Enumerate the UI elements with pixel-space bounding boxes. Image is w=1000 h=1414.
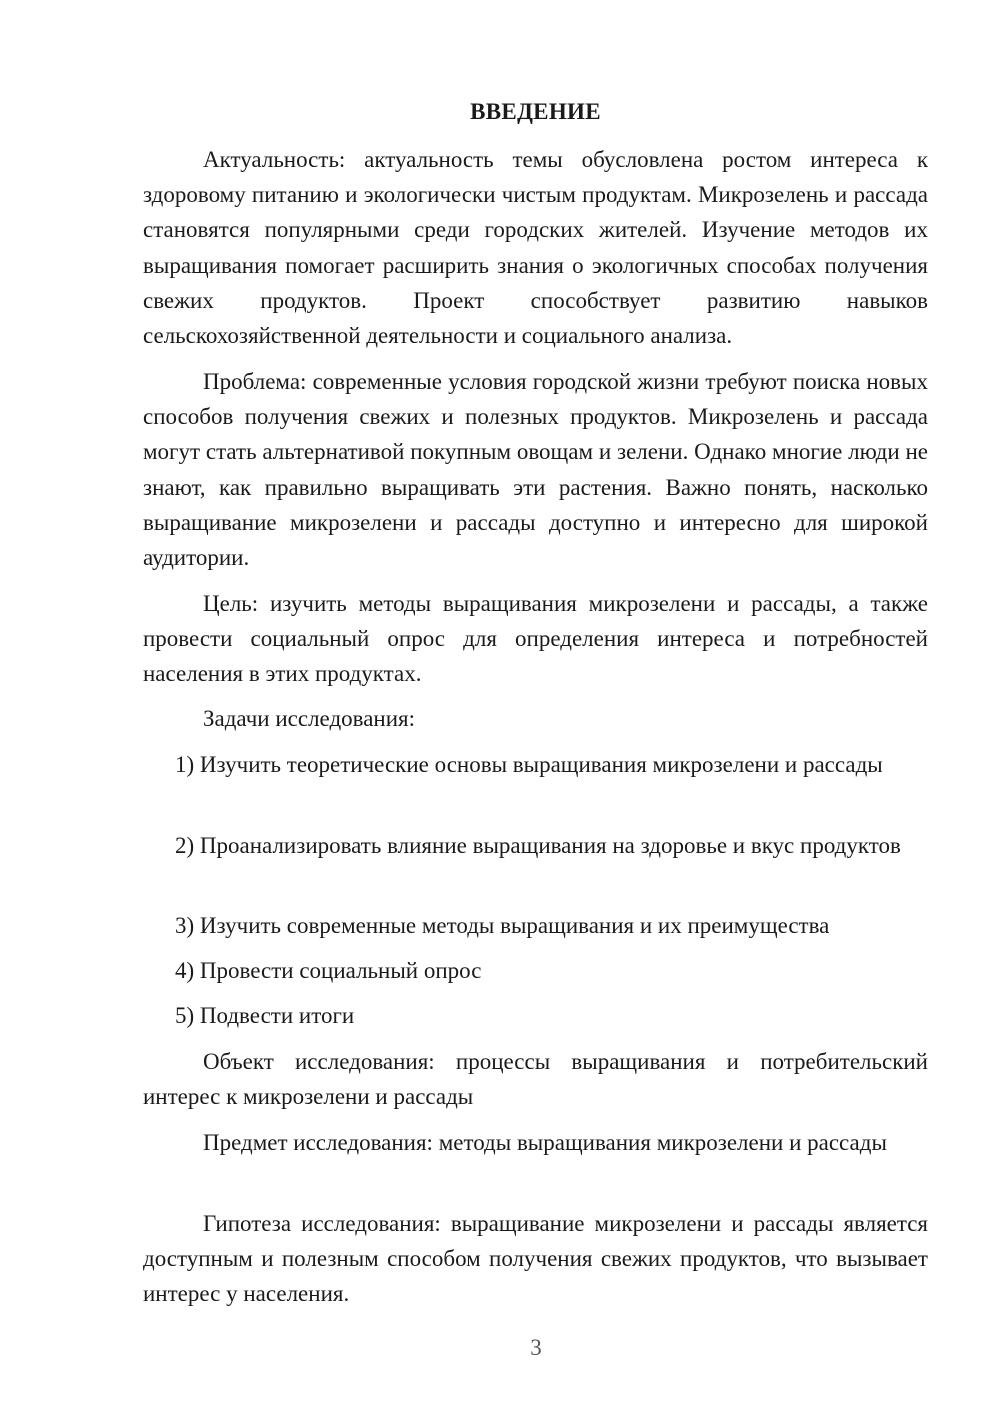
goal-paragraph: Цель: изучить методы выращивания микрозелени и рассады, а также провести социальный опрос для определения интереса и потребностей населения в этих продуктах.: [143, 591, 928, 687]
hypothesis-paragraph-block: [143, 1206, 928, 1312]
task-item-2-block: [143, 828, 928, 863]
task-item: 2) Проанализировать влияние выращивания на здоровье и вкус продуктов: [175, 833, 901, 858]
task-item-5-block: [143, 998, 928, 1033]
tasks-heading: Задачи исследования:: [203, 706, 416, 731]
page-heading: ВВЕДЕНИЕ: [470, 99, 601, 124]
task-item-3-block: [143, 908, 928, 943]
page-number: 3: [530, 1335, 542, 1360]
object-paragraph-block: [143, 1044, 928, 1114]
task-item-4-block: [143, 953, 928, 988]
problem-paragraph: Проблема: современные условия городской жизни требуют поиска новых способов получения свежих и полезных продуктов. Микрозелень и рассада могут стать альтернативой покупным овощам и зелени. Однако многие люди не знают, как правильно выращивать эти растения. Важно понять, насколько выращивание микрозелени и рассады доступно и интересно для широкой аудитории.: [143, 369, 928, 571]
goal-paragraph-block: [143, 586, 928, 692]
problem-paragraph-block: [143, 364, 928, 575]
relevance-paragraph: Актуальность: актуальность темы обусловлена ростом интереса к здоровому питанию и экологически чистым продуктам. Микрозелень и рассада становятся популярными среди городских жителей. Изучение методов их выращивания помогает расширить знания о экологичных способах получения свежих продуктов. Проект способствует развитию навыков сельскохозяйственной деятельности и социального анализа.: [143, 147, 928, 349]
relevance-paragraph-block: [143, 142, 928, 353]
object-paragraph: Объект исследования: процессы выращивания и потребительский интерес к микрозелени и рассады: [143, 1049, 928, 1110]
hypothesis-paragraph: Гипотеза исследования: выращивание микрозелени и рассады является доступным и полезным способом получения свежих продуктов, что вызывает интерес у населения.: [143, 1211, 928, 1307]
subject-paragraph: Предмет исследования: методы выращивания микрозелени и рассады: [203, 1130, 887, 1155]
task-item: 5) Подвести итоги: [175, 1003, 355, 1028]
subject-paragraph-block: [143, 1125, 928, 1160]
task-item: 4) Провести социальный опрос: [175, 958, 482, 983]
task-item: 3) Изучить современные методы выращивания и их преимущества: [175, 913, 830, 938]
task-item: 1) Изучить теоретические основы выращивания микрозелени и рассады: [175, 752, 883, 777]
tasks-heading-block: [143, 701, 928, 736]
task-item-1-block: [143, 747, 928, 782]
